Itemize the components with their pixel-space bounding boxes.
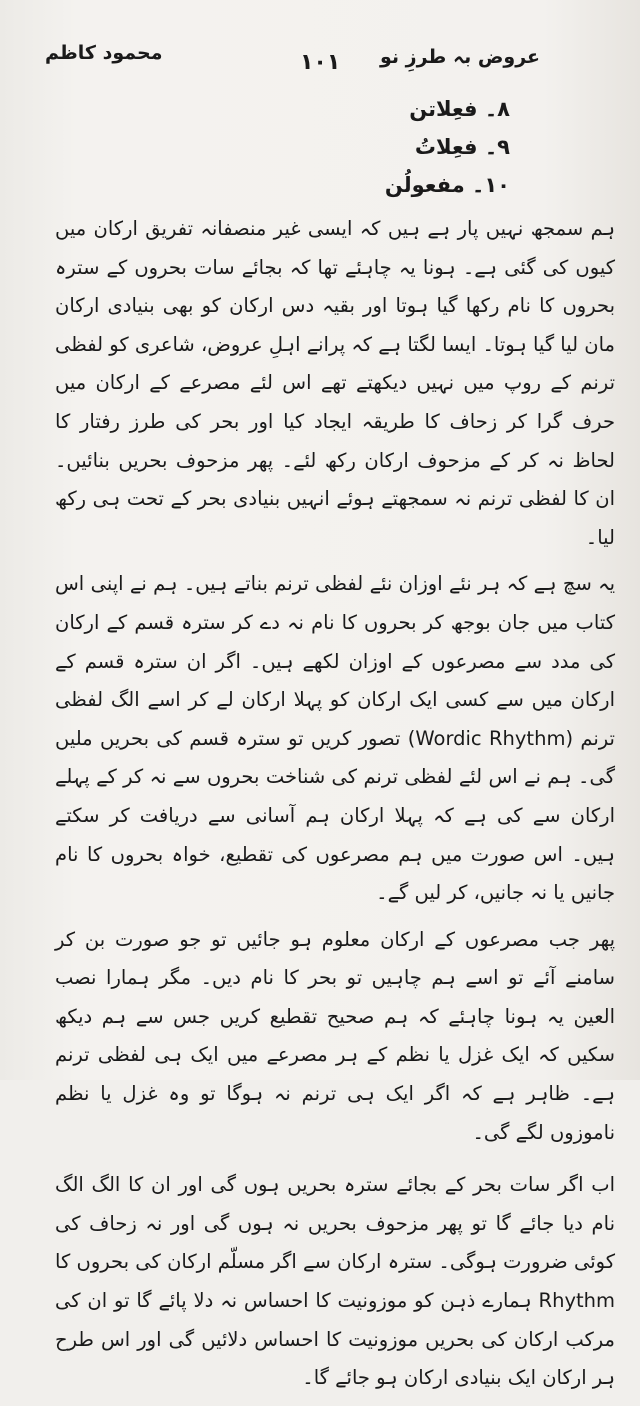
paragraph-3: پھر جب مصرعوں کے ارکان معلوم ہو جائیں تو جو صورت بن کر سامنے آئے تو اسے ہم چاہیں تو بحر کا نام دیں۔ مگر ہمارا نصب العین یہ ہونا چاہئے کہ ہم صحیح تقطیع کریں جس سے ہم دیکھ سکیں کہ ایک غزل یا نظم کے ہر مصرعے میں ایک ہی لفظی ترنم ہے۔ ظاہر ہے کہ اگر ایک ہی ترنم نہ ہوگا تو وہ غزل یا نظم ناموزوں لگے گی۔	[55, 927, 615, 1144]
list-item: ۹۔ فعِلاتُ	[414, 135, 510, 159]
list-item: ۸۔ فعِلاتن	[409, 97, 510, 121]
list-item: ۱۰۔ مفعولُن	[384, 173, 510, 197]
page-header	[0, 40, 640, 80]
author-name: محمود کاظم	[45, 42, 163, 64]
page-number: ۱۰۱	[300, 50, 341, 75]
paragraph-1: ہم سمجھ نہیں پار ہے ہیں کہ ایسی غیر منصفانہ تفریق ارکان میں کیوں کی گئی ہے۔ ہونا یہ چاہئے تھا کہ بجائے سات بحروں کے سترہ بحروں کا نام رکھا گیا ہوتا اور بقیہ دس ارکان کو بھی بنیادی ارکان مان لیا گیا ہوتا۔ ایسا لگتا ہے کہ پرانے اہلِ عروض، شاعری کو لفظی ترنم کے روپ میں نہیں دیکھتے تھے اس لئے مصرعے کے ارکان میں حرف گرا کر زحاف کا طریقہ ایجاد کیا اور بحر کی طرز رفتار کا لحاظ نہ کر کے مزحوف ارکان رکھ لئے۔ پھر مزحوف بحریں بنائیں۔ ان کا لفظی ترنم نہ سمجھتے ہوئے انہیں بنیادی بحر کے تحت ہی رکھ لیا۔	[55, 217, 615, 549]
book-title: عروض بہ طرزِ نو	[380, 46, 540, 68]
page-body	[55, 210, 615, 1406]
arkan-list	[310, 90, 510, 204]
paragraph-2: یہ سچ ہے کہ ہر نئے اوزان نئے لفظی ترنم بناتے ہیں۔ ہم نے اپنی اس کتاب میں جان بوجھ کر بحروں کا نام نہ دے کر سترہ قسم کے ارکان کی مدد سے مصرعوں کے اوزان لکھے ہیں۔ اگر ان سترہ قسم کے ارکان میں سے کسی ایک ارکان کو پہلا ارکان لے کر اسے الگ لفظی ترنم (Wordic Rhythm) تصور کریں تو سترہ قسم کی بحریں ملیں گی۔ ہم نے اس لئے لفظی ترنم کی شناخت بحروں سے نہ کر کے پہلے ارکان سے کی ہے کہ پہلا ارکان ہم آسانی سے دریافت کر سکتے ہیں۔ اس صورت میں ہم مصرعوں کی تقطیع، خواہ بحروں کا نام جانیں یا نہ جانیں، کر لیں گے۔	[55, 572, 615, 905]
paragraph-4: اب اگر سات بحر کے بجائے سترہ بحریں ہوں گی اور ان کا الگ الگ نام دیا جائے گا تو پھر مزحوف بحریں نہ ہوں گی اور نہ زحاف کی کوئی ضرورت ہوگی۔ سترہ ارکان سے اگر مسلّم ارکان کی بحروں کا Rhythm ہمارے ذہن کو موزونیت کا احساس نہ دلا پائے گا تو ان کی مرکب ارکان کی بحریں موزونیت کا احساس دلائیں گی اور اس طرح ہر ارکان ایک بنیادی ارکان ہو جائے گا۔	[55, 1173, 615, 1390]
